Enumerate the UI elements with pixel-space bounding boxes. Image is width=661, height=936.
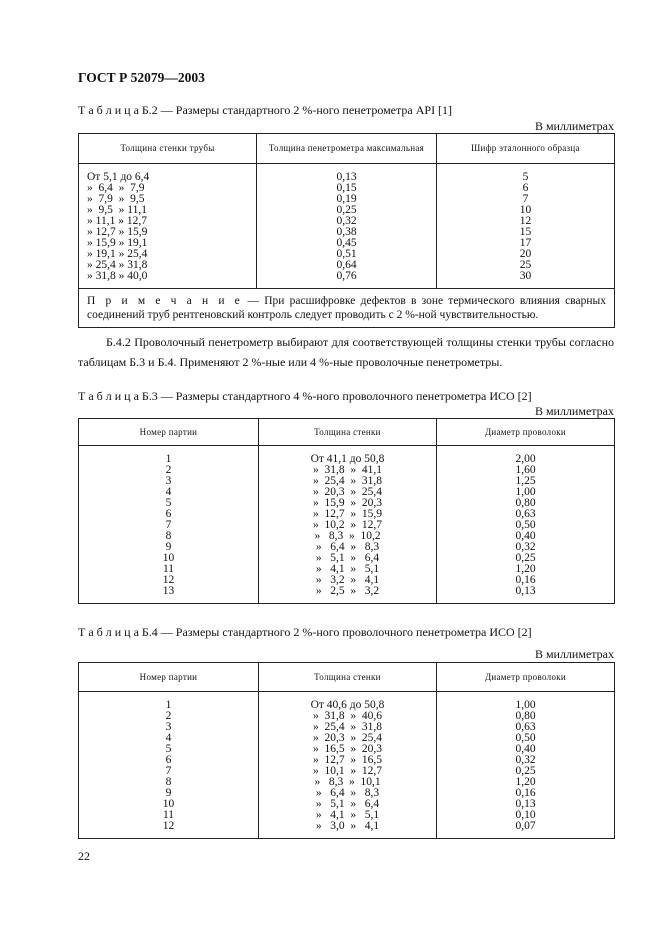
column-header: Шифр эталонного образца <box>437 134 615 164</box>
table-cell: 0,16 <box>437 788 615 799</box>
table-cell: » 15,9 » 19,1 <box>79 238 257 249</box>
table-cell: 0,63 <box>437 722 615 733</box>
column-header: Толщина стенки трубы <box>79 134 257 164</box>
table-cell: 0,63 <box>437 509 615 520</box>
table-cell: 8 <box>79 777 259 788</box>
table-cell: 0,25 <box>257 205 437 216</box>
table-cell: 25 <box>437 260 615 271</box>
table-cell: 2 <box>79 711 259 722</box>
table-cell: » 2,5 » 3,2 <box>259 586 437 604</box>
table-cell: » 3,2 » 4,1 <box>259 575 437 586</box>
table-cell: » 20,3 » 25,4 <box>259 733 437 744</box>
table-cell: 0,32 <box>437 755 615 766</box>
table-cell: 12 <box>79 575 259 586</box>
table-cell: » 10,1 » 12,7 <box>259 766 437 777</box>
table-cell: » 25,4 » 31,8 <box>79 260 257 271</box>
table-cell: » 31,8 » 41,1 <box>259 465 437 476</box>
table-cell: 2,00 <box>437 446 615 466</box>
table-cell: » 6,4 » 8,3 <box>259 788 437 799</box>
table-cell: » 8,3 » 10,1 <box>259 777 437 788</box>
table-cell: 1,00 <box>437 487 615 498</box>
table-cell: » 12,7 » 16,5 <box>259 755 437 766</box>
table-cell: » 4,1 » 5,1 <box>259 810 437 821</box>
table-cell: 6 <box>79 509 259 520</box>
table-row <box>79 271 615 289</box>
table-cell: 0,25 <box>437 553 615 564</box>
table-cell: 0,50 <box>437 733 615 744</box>
table-cell: 1 <box>79 446 259 466</box>
table-cell: 15 <box>437 227 615 238</box>
table-cell: 0,80 <box>437 711 615 722</box>
table-cell: 0,45 <box>257 238 437 249</box>
paragraph-b-4-2 <box>78 332 614 372</box>
table-cell: 1,20 <box>437 564 615 575</box>
table-cell: 7 <box>79 520 259 531</box>
column-header: Номер партии <box>79 419 259 446</box>
table-cell: 0,32 <box>257 216 437 227</box>
table-b2-note <box>79 289 615 328</box>
column-header: Номер партии <box>79 663 259 692</box>
table-row <box>79 164 615 184</box>
column-header: Толщина пенетрометра максимальная <box>257 134 437 164</box>
table-cell: 0,16 <box>437 575 615 586</box>
table-cell: » 5,1 » 6,4 <box>259 553 437 564</box>
table-cell: 0,07 <box>437 821 615 839</box>
document-header: ГОСТ Р 52079—2003 <box>78 70 205 85</box>
note-label: П р и м е ч а н и е <box>87 295 243 307</box>
table-cell: 5 <box>79 744 259 755</box>
table-cell: 12 <box>437 216 615 227</box>
table-b4 <box>78 662 615 839</box>
table-cell: 0,32 <box>437 542 615 553</box>
table-b2-units: В миллиметрах <box>534 119 614 133</box>
table-cell: 0,40 <box>437 744 615 755</box>
column-header: Диаметр проволоки <box>437 663 615 692</box>
table-cell: » 10,2 » 12,7 <box>259 520 437 531</box>
table-cell: 0,13 <box>257 164 437 184</box>
table-cell: 1,00 <box>437 692 615 712</box>
page-number: 22 <box>78 849 90 863</box>
table-cell: 0,13 <box>437 586 615 604</box>
table-cell: 13 <box>79 586 259 604</box>
table-cell: 6 <box>437 183 615 194</box>
table-cell: 11 <box>79 810 259 821</box>
table-cell: 4 <box>79 733 259 744</box>
table-cell: 0,25 <box>437 766 615 777</box>
table-cell: 10 <box>437 205 615 216</box>
table-cell: » 8,3 » 10,2 <box>259 531 437 542</box>
table-cell: 17 <box>437 238 615 249</box>
table-cell: 30 <box>437 271 615 289</box>
table-cell: 12 <box>79 821 259 839</box>
paragraph-text: Б.4.2 Проволочный пенетрометр выбирают для соответствующей толщины стенки трубы согласно таблицам Б.3 и Б.4. Применяют 2 %-ные или 4 %-ные проволочные пенетрометры. <box>78 335 614 369</box>
table-cell: 1,60 <box>437 465 615 476</box>
table-cell: 0,13 <box>437 799 615 810</box>
table-cell: » 31,8 » 40,6 <box>259 711 437 722</box>
table-cell: » 4,1 » 5,1 <box>259 564 437 575</box>
table-b3 <box>78 418 615 604</box>
table-cell: » 15,9 » 20,3 <box>259 498 437 509</box>
table-cell: 0,76 <box>257 271 437 289</box>
table-cell: » 6,4 » 7,9 <box>79 183 257 194</box>
table-b3-caption: Т а б л и ц а Б.3 — Размеры стандартного 4 %-ного проволочного пенетрометра ИСО [2] <box>78 389 532 403</box>
table-cell: 0,64 <box>257 260 437 271</box>
table-row <box>79 692 615 712</box>
table-cell: 0,80 <box>437 498 615 509</box>
table-cell: 10 <box>79 553 259 564</box>
table-cell: » 11,1 » 12,7 <box>79 216 257 227</box>
table-cell: 5 <box>79 498 259 509</box>
table-cell: » 16,5 » 20,3 <box>259 744 437 755</box>
table-cell: 1,20 <box>437 777 615 788</box>
table-cell: 3 <box>79 722 259 733</box>
table-cell: » 3,0 » 4,1 <box>259 821 437 839</box>
table-cell: » 7,9 » 9,5 <box>79 194 257 205</box>
table-b3-units: В миллиметрах <box>534 404 614 418</box>
table-cell: 0,51 <box>257 249 437 260</box>
table-cell: 10 <box>79 799 259 810</box>
note-text: — При расшифровке дефектов в зоне термического влияния сварных соединений труб рентгеновский контроль следует проводить с 2 %-ной чувствительностью. <box>87 295 606 321</box>
table-cell: 0,19 <box>257 194 437 205</box>
table-cell: 0,40 <box>437 531 615 542</box>
table-cell: » 12,7 » 15,9 <box>79 227 257 238</box>
table-row <box>79 446 615 466</box>
table-cell: » 31,8 » 40,0 <box>79 271 257 289</box>
table-row <box>79 821 615 839</box>
table-cell: » 9,5 » 11,1 <box>79 205 257 216</box>
column-header: Толщина стенки <box>259 419 437 446</box>
table-cell: 7 <box>437 194 615 205</box>
table-cell: » 20,3 » 25,4 <box>259 487 437 498</box>
table-cell: 5 <box>437 164 615 184</box>
table-cell: » 12,7 » 15,9 <box>259 509 437 520</box>
table-b4-units: В миллиметрах <box>534 647 614 661</box>
table-cell: От 40,6 до 50,8 <box>259 692 437 712</box>
table-row <box>79 586 615 604</box>
table-cell: » 19,1 » 25,4 <box>79 249 257 260</box>
column-header: Диаметр проволоки <box>437 419 615 446</box>
table-cell: 11 <box>79 564 259 575</box>
table-cell: 0,10 <box>437 810 615 821</box>
table-cell: 3 <box>79 476 259 487</box>
column-header: Толщина стенки <box>259 663 437 692</box>
table-cell: » 5,1 » 6,4 <box>259 799 437 810</box>
table-cell: 1,25 <box>437 476 615 487</box>
table-cell: 1 <box>79 692 259 712</box>
table-cell: 6 <box>79 755 259 766</box>
table-b2 <box>78 133 615 328</box>
table-b4-caption: Т а б л и ц а Б.4 — Размеры стандартного 2 %-ного проволочного пенетрометра ИСО [2] <box>78 625 532 639</box>
table-cell: 8 <box>79 531 259 542</box>
table-cell: 4 <box>79 487 259 498</box>
table-cell: От 5,1 до 6,4 <box>79 164 257 184</box>
table-cell: 9 <box>79 788 259 799</box>
table-cell: » 25,4 » 31,8 <box>259 476 437 487</box>
table-cell: 20 <box>437 249 615 260</box>
table-cell: 2 <box>79 465 259 476</box>
table-cell: 9 <box>79 542 259 553</box>
table-b2-caption: Т а б л и ц а Б.2 — Размеры стандартного 2 %-ного пенетрометра API [1] <box>78 103 453 117</box>
table-cell: 7 <box>79 766 259 777</box>
table-cell: 0,15 <box>257 183 437 194</box>
table-cell: От 41,1 до 50,8 <box>259 446 437 466</box>
table-cell: » 25,4 » 31,8 <box>259 722 437 733</box>
table-cell: » 6,4 » 8,3 <box>259 542 437 553</box>
table-cell: 0,38 <box>257 227 437 238</box>
table-cell: 0,50 <box>437 520 615 531</box>
